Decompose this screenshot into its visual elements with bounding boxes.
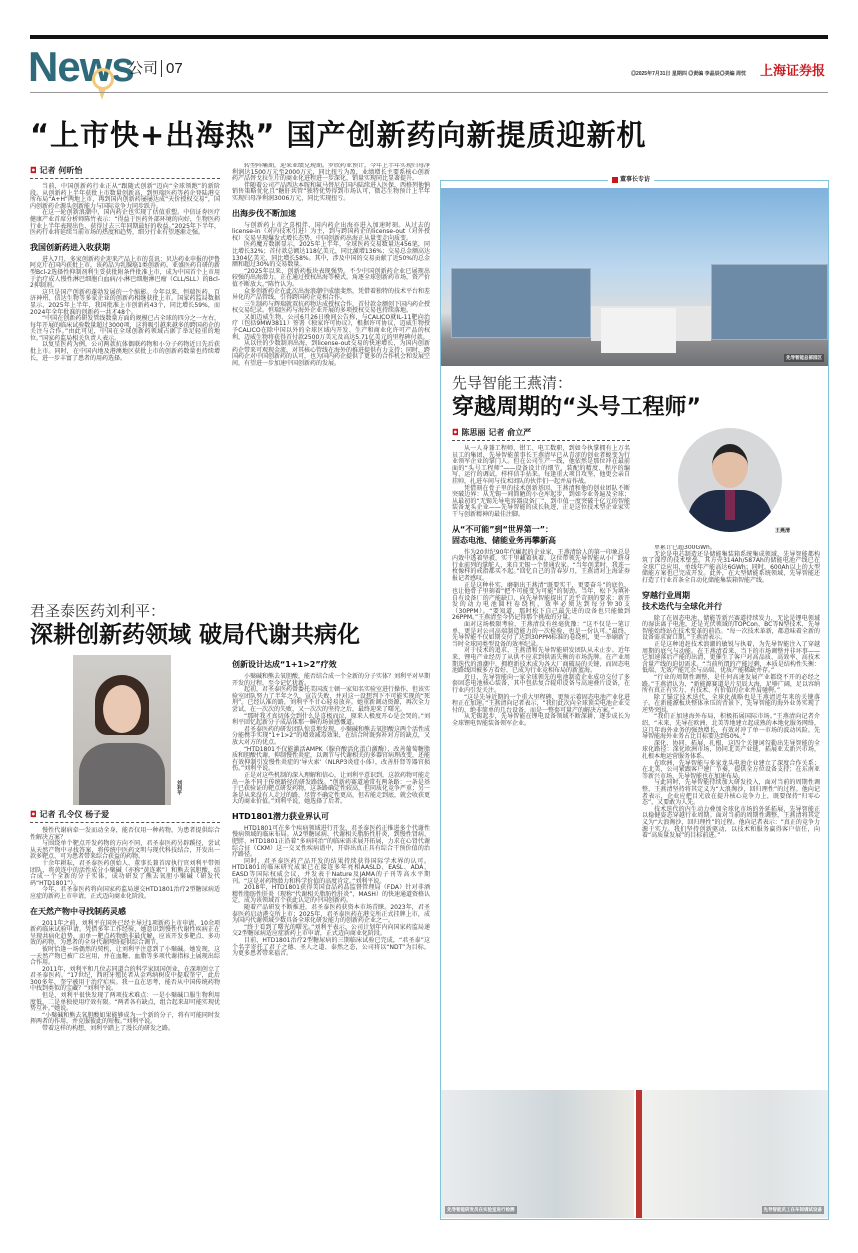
byline [30, 810, 220, 823]
jst-article-col1 [30, 810, 220, 1218]
paragraph: 进入7月，多家创新药企迎来产品上市的喜讯：贝达药业申报的伊鲁阿克片在国内获批上市，该药品为乳腺癌1类创新药。亚盛医药自研的新型Bcl-2选择性抑制剂利生妥获批附条件批准上市，成为中国首个上市用于治疗成人慢性淋巴细胞白血病/小淋巴细胞淋巴瘤（CLL/SLL）的Bcl-2抑制剂。 [30, 255, 220, 290]
lead-article-col1 [30, 166, 220, 593]
photo-caption: 刘利平 [176, 780, 182, 795]
paragraph: 转型阵痛期，迎来业绩兑现期。罗欣药业预计，今年上半年实现归母净利润达1500万元至2000万元，同比扭亏为盈，业绩增长主要系核心创新药产品替戈拉生片的商业化进程进一步深化，销量实现同比显著提升。 [232, 163, 430, 183]
ceo-article-col1 [452, 428, 630, 1090]
paragraph: 从无锡起步，先导智能在锂电设备领域不断深耕，逐步成长为全球锂电智能装备领军企业。 [452, 713, 630, 727]
paragraph: 作为20世纪90年代崛起的企业家，王燕清给人的第一印象总是内敛中透着坚毅，实干里藏着执着。这位带领先导智能从小厂跻身行业前列的掌舵人，来自无锡一个普通农家。“当年创業时，我连一枚像样的戒指都买不起。”回忆自己的青春岁月，王燕清对上海证券报记者感叹。 [452, 548, 630, 582]
paragraph: 以复星医药为例，公司两款抗体偶联药物和小分子药物近日先后获批上市。同时，在中国内地及港澳地区获批上市的创新药数量也持续增长，进一步丰富了患者的用药选择。 [30, 341, 220, 362]
speech-bubble-tail-icon [98, 88, 106, 100]
tie-shape [725, 490, 735, 520]
paragraph: 三生制药与辉瑞就双抗药物达成授权合作，首付款金额创下国内药企授权交易纪录。恒瑞医药与海外企业开展的多项授权交易也持续落地。 [232, 300, 430, 315]
section-heading: 从“不可能”到“世界第一”： 固态电池、储能业务再攀新高 [452, 524, 556, 545]
tag-square-icon [612, 177, 618, 183]
masthead: 上海证券报 [760, 64, 826, 79]
jst-article-col2 [232, 654, 430, 1218]
paragraph: “2025年以来，创新药板块表现强势。不少中国创新药企业已展现出较强的出海潜力，正在通过授权出海等模式，角逐全球创新药市场，资产价值不断放大。”陈竹认为。 [232, 267, 430, 288]
byline [30, 166, 220, 179]
paragraph: 2018年，HTD1801获得美国食品药品监督管理局（FDA）针对非酒精性脂肪性肝炎（现称“代谢相关脂肪性肝炎”，MASH）的快速通道资格认定，成为该领域首个获此认定的中国创新药。 [232, 884, 430, 905]
section-label [128, 60, 183, 78]
section-heading: 出海步伐不断加速 [232, 208, 296, 218]
paragraph: 除了在固态电池、储能等新兴赛道持续发力，无论是锂电领域的湿法离子电池，还是光伏领域的TOPCon、BC等N型技术，先导智能始终站在技术变革的前沿。“每一次技术革新，都意味着全新的设备需求窗口期。”王燕清表示。 [642, 614, 820, 642]
paragraph: 2011年之前，刘利平在国外已经主导过1项新药上市申请、10余项新药临床试验申请。凭借多年工作经验，她意识到慢性代谢性疾病正在呈现共病化趋势，而单一靶点药物绝非最优解，应该开发多靶点、多功效的药物，为患者的全身代谢网络提供综合调节。 [30, 919, 220, 947]
paragraph: 正是这种朴实，磨砺出王燕清“既要实干，更要奋斗”的底色，也让他骨子里刻着“把不可能变为可能”的韧劲。当年，松下为填补自有设备厂的产能缺口，向先导智能提出了近乎苛刻的要求：新开发的动力电池圆柱卷绕机，效率必须达到每分钟30支（30PPM）。“要知道，那时松下自己最先进的设备也只能做到26PPM。”王燕清至今仍记得那个挑战的分量。 [452, 581, 630, 622]
lead-article-col2 [232, 163, 430, 593]
news-logo: News [28, 43, 134, 90]
speech-bubble-icon [92, 68, 114, 90]
byline-text: 记者 孔令仪 杨子爱 [39, 810, 110, 819]
paragraph: 正是这种追赶技术浪潮的敏锐与执着，为先导智能注入了穿越周期的底气与动能。在王燕清看来，当下的市场调整并非坏事——它加速落后产能的出清，更催生了客户对高品质、高效率、高技术含量产线的迫切需求。“当前所谓的产能过剩，本质是结构性失衡：低端、无效产能冗余与高端、优质产能稀缺并存。” [642, 640, 820, 675]
photo-caption: 先导智能员工在车间调试设备 [763, 1208, 822, 1213]
paragraph: 小檗碱和熊去氧胆酸，能否结合成一个全新的分子实体？刘利平对早期开发的过程，至今记忆犹新。 [232, 673, 430, 687]
paragraph: 与围绕单个靶点开发药物的方向不同，君圣泰医药另辟蹊径，尝试从天然产物中寻找答案，将传统中医药文明与现代科技结合，开发出一款多靶点、可为患者带来综合获益的药物。 [30, 840, 220, 861]
article-title: 穿越周期的“头号工程师” [452, 395, 701, 420]
paragraph: “那时我才真切体会到什么是喜极而泣，原来人极度开心是会哭的。”刘利平回忆起新分子成晶体那一瞬的场景感慨道。 [232, 712, 430, 727]
campus-photo [441, 188, 828, 366]
building-right [711, 264, 828, 340]
article-subtitle: 先导智能王燕清： [452, 374, 573, 392]
paragraph: 十余年耕耘，君圣泰医药创始人、董事长兼首席执行官刘利平带领团队，将黄连中的活性成分小檗碱（亦称“黄连素”）和熊去氧胆酸，结合成一个全新的分子实体，成功研发了熊去氧胆小檗碱（研发代码“HTD1801”）。 [30, 859, 220, 887]
paragraph: 面对这场极限考验，王燕清没有丝毫犹豫：“这不仅是一笔订单，更是对公司高端制造能力的一次检验，也是一份认可。”最终，先导智能不仅如期交付了达到30PPM标准的卷绕机，更一举刷新了当时全球同类型设备的效率纪录。 [452, 621, 630, 648]
paragraph: “我们正加速海外布局，积极拓展国际市场。”王燕清向记者介绍，“未来，先导在欧洲、北美等地建立起成熟的本地化服务网络，这几年海外业务的强劲增长，有效对冲了单一市场的波动风险。先导智能海外业务占比目标要达到50%。” [642, 713, 820, 741]
paragraph: 与创新药上市之喜相伴，国内药企出海亦进入加速时刻。从过去的license-in（对内技术引进）为主，到与跨国药企的license-out（对外授权）交易呈现爆发式增长态势，中国创新药出海正从量变走向质变。 [232, 221, 430, 242]
section-name: 公司 [128, 60, 159, 77]
paragraph: 技术迭代的内生动力叠加全球化市场的外延拓展，先导智能正以稳健姿态穿越行业周期。面对当前的周期性调整，王燕清将其定义为“大浪淘沙，回归理性”的过程。他向记者表示：“真正的竞争力源于实力。我们坚持创新驱动，以技术和服务赢得客户信任，向着“高质量发展”的目标前进。” [642, 805, 820, 840]
top-rule [30, 35, 828, 39]
column-tag [608, 174, 654, 183]
paragraph: 凭借刻在骨子里的技术创新基因，王燕清和他的创业团队不断突破边界：从无锡一间简陋的小仓库起步，到如今业务遍及全球；从最初的“无锡先导电容器设备厂”，到市值一度突破千亿元的智能装备龙头企业——先导智能的成长轨迹，正是这位技术型企业家实干与创新精神的最佳注脚。 [452, 484, 630, 518]
paragraph: 带着这样的构想，刘利平踏上了漫长的研发之路。 [42, 1025, 175, 1033]
paragraph: 当前，中国创新药行业正从“跟随式创新”迈向“全球领跑”的新阶段。从创新药上半年获批上市数量创新高，到恒瑞医药等药企登陆港交所布局“A+H”两地上市，再到国内创新药屡屡达成“天价授权交易”，国内创新药企源头创新能力与国际竞争力同步跃升。 [30, 183, 220, 210]
paragraph: “HTD1801不仅能激活AMPK（腺苷酸活化蛋白激酶），改善葡萄糖脂质和胆酸代谢，抑制慢性炎症，以调节与代谢相关的多器官病理改变，还能有效抑制引发慢性炎症的‘导火索’（NLRP3炎症小体），改善肝肾等器官损伤。”刘利平说。 [232, 745, 430, 773]
section-heading: 创新设计达成“1+1>2”疗效 [232, 660, 337, 669]
paragraph: 同时，君圣泰医药产品开发的结果持续获得国际学术界的认可。HTD1801的临床研究成果已在接连多年亮相AASLD、EASL、ADA、EASD等国际权威会议，并发表于Nature及JAMA的子刊等高水平期刊。“这是对药物潜力和科学价值的高度肯定。”刘利平说。 [232, 857, 430, 885]
paragraph: 这只是国产创新药蓬勃发展的一个缩影。今年以来，恒瑞医药、百济神州、信达生物等多家企业的创新药相继获批上市。国家药监局数据显示，2025年上半年，我国批准上市创新药43个，同比增长59%，而2024年全年批准的创新药一共才48个。 [30, 288, 220, 316]
paragraph: HTD1801可在多个疾病领域进行开发，君圣泰医药正推进多个代谢性慢病领域的临床布局。从2型糖尿病、代谢相关脂肪性肝炎，到慢性肾病、肥胖，HTD1801正沿着“多病同治”的临床需求展开拓展，力求在心肾代谢综合征（CKM）这一交叉性疾病谱中，开辟出真正具有综合干预价值的治疗路径。 [232, 824, 430, 859]
paragraph: 单累计已超300GWh。 [654, 545, 716, 551]
byline-text: 陈思丽 记者 俞立严 [461, 428, 532, 437]
paragraph: 君圣泰医药的研发团队惊喜地发现，小檗碱和熊去氧胆酸这两个活性成分能携手实现“1+1>2”的增效减毒效果，在结合时既弥补对方的缺点，又放大对方的优点。 [232, 725, 430, 746]
paragraph: 随着产品研发不断推进，君圣泰医药获资本市场青睐。2023年，君圣泰医药启动港交所上市；2025年，君圣泰医药在港交所正式挂牌上市，成为国内代谢领域少数具备全球化研发能力的创新药企业之一。 [232, 904, 430, 925]
paragraph: 在这一轮创新浪潮中，国内药企也实现了估值重塑。中信证券医疗健康产业首席分析师陈竹表示：“得益于医药外部环境的向好，生物医药行业上半年表现出色，获得过去三年同期最好的收益。”2025年下半年，医药行业将延续当前市场的热度和趋势，细分行业有望逐渐走强。 [30, 209, 220, 237]
portrait-photo [73, 655, 171, 805]
paragraph: 彼时恰逢一场偶然的契机，让刘利平注意到了小檗碱。她发现，这一天然产物已被广泛应用，并在血糖、血脂等多项代谢指标上展现出综合作用。 [30, 945, 220, 967]
paragraph: 目前，HTD1801治疗2型糖尿病的三期临床试验已完成，“君圣泰”这个名字寄托了君子之德、圣人之道、泰然之态，公司将以“NDT”为目标，为更多患者带来福音。 [232, 936, 430, 958]
suit-shape [79, 743, 165, 805]
building-left [451, 268, 591, 338]
tag-text: 董事长专访 [620, 176, 651, 183]
byline [452, 428, 630, 441]
paragraph: 今年，君圣泰医药将向国家药监局递交HTD1801治疗2型糖尿病适应症的新药上市申请，正式迈向商业化阶段。 [30, 886, 220, 900]
paragraph: 起初，君圣泰医药曾委托美国波士顿一家知名实验室进行操作，但该实验室团队努力了半年之久，宣告失败，并对这一设想判下不可能实现的“死刑”。已经认准的路，刘利平不甘心轻易放弃。她重新调动资源，再次全力尝试，在一次次的失败、又一次次的坚持之后，最终迎来了曙光。 [232, 686, 430, 713]
hero-caption: 先导智能总部园区 [786, 356, 822, 361]
bullet-icon: ◘ [30, 166, 37, 175]
lab-photo [441, 1090, 634, 1218]
paragraph: 除了锚定技术迭代，全球化战略也是王燕清近年来的关键落子。在新能源板块整体承压的背景下，先导智能的海外业务实现了逆势突围。 [642, 693, 820, 714]
paragraph: 深化、协同、拓展、扎根，这四个关键词勾勒出先导智能的全球化路径：深化欧洲市场，协同北美产业链，拓展亚太新兴市场，扎根本地运营服务体系。 [642, 739, 820, 761]
paragraph: 医药魔方数据显示，2025年上半年，全球医药交易数量达456笔，同比增长32%；首付款总额达118亿美元，同比激增136%；交易总金额高达1304亿美元，同比增长58%。其中，涉及中国的交易贡献了近50%的总金额和超过30%的交易数量。 [232, 241, 430, 269]
article-title: 深耕创新药领域 破局代谢共病化 [30, 622, 361, 648]
paragraph: 在欧洲，先导智能与多家龙头电池企业建立了深度合作关系；在北美，公司紧跟客户建厂节奏，提供全方位设备支持；在东南亚等新兴市场，先导智能也在加速布局。 [642, 759, 820, 780]
ceo-article-col2 [642, 545, 820, 1090]
paragraph: 伴随着公司产品西达本胺和氟马替尼在国内陆续进入医保，西格列他钠销售策略优化且“糖肝共管”独特优势得到市场认可，微芯生物预计上半年实现归母净利润3006万元，同比实现扭亏。 [232, 181, 430, 202]
paragraph: “这是先导近期的一个重大里程碑，更预示着固态电池产业化进程正在加速。”王燕清向记者表示，“我们此次向全球顶尖电池企业交付的，绝非简单的几台设备，而是一整套可量产的解决方案。” [452, 693, 630, 714]
paragraph: “行业的周期性调整，是任何高速发展产业都绕不开的必经之路。”王燕清认为，“新能源赛道是片星辰大海，足够广阔，足以容纳所有真正有实力、有技术、有价值的企业并肩驰骋。” [642, 673, 820, 695]
paragraph: “中国在创新药研发管线数量方面的规模已占全球的四分之一左右，每年开展的临床试验数量超过3000项，这将吸引越来越多的跨国药企的关注与合作。”由此可见，中国在全球创新药领域占据了举足轻重的地位。”国家药监局相关负责人表示。 [30, 315, 220, 342]
header-rule [30, 92, 828, 93]
section-heading: 在天然产物中寻找制药灵感 [30, 906, 126, 916]
section-heading: 穿越行业周期 技术迭代与全球化并行 [642, 590, 722, 611]
issue-meta: ◎2025年7月31日 星期四 ◎责编 李晶辰◎美编 周忱 [630, 71, 746, 77]
building-center [601, 308, 676, 353]
paragraph: 众多创新药企在此次出海浪潮中成绩斐然，凭借着独特的技术平台和差异化的产品管线，引得跨国药企竞相合作。 [232, 287, 430, 302]
section-heading: HTD1801潜力获业界认可 [232, 811, 330, 821]
paragraph: “小檗碱和熊去氧胆酸如果能够成为一个新的分子，将有可能同时发挥两者的作用，并克服彼此的短板。”刘利平说。 [30, 1011, 220, 1026]
byline-text: 记者 何昕怡 [39, 166, 83, 175]
page-headline: “上市快+出海热” 国产创新药向新提质迎新机 [30, 118, 647, 152]
bullet-icon: ◘ [30, 810, 37, 819]
photo-caption: 先导智能研发员在实验室进行检测 [447, 1208, 515, 1213]
paragraph: 又如迈威生物，公司6月26日晚间公告称，与CALICO就IL-11靶向治疗（包括9MW3811）签署《独家许可协议》，根据许可协议，迈威生物授予CALICO在除中国以外的全球区域内开发、生产和商业化许可产品的权利，迈威生物将获得首付款2500万美元及高达5.71亿美元的里程碑付款。 [232, 313, 430, 341]
portrait-caption: 王燕清 [775, 528, 791, 534]
paragraph: 正是对这些机制的深入理解和信心，让刘利平意识到，这款药物可能走出一条不同于传统路径的研发路线。“创新药赛道通常有两条路：一条是基于已获验证的靶点研发药物，这条路确定性较高，但同质化竞争严重；另一条是从来没有人走过的路，尽管不确定性更高，但若能走到底，就会收获更大的商业价值。”刘利平说，她选择了后者。 [232, 771, 430, 806]
paragraph: 但是，刘利平很快发现了两项技术难点：一是小檗碱口服生物利用度低，二是单独使用疗效有限。“两者各有缺点，组合起来却可能实现优势互补。”她说。 [30, 992, 220, 1013]
page-number: 07 [161, 60, 183, 77]
article-subtitle: 君圣泰医药刘利平： [30, 602, 166, 620]
workshop-photo [636, 1090, 828, 1218]
bullet-icon: ◘ [452, 428, 459, 437]
ceo-portrait [678, 428, 782, 532]
paragraph: 慢性代谢病牵一发而动全身，能否仅用一种药物，为患者提供综合性解决方案？ [30, 827, 220, 841]
face-shape [103, 685, 141, 733]
paragraph: 近日，先导智能向一家全球领先的电池制造企业成功交付了多套固态电池核心装备，其中包括复合辊印设备与高速叠片设备，在行业内引发关注。 [452, 673, 630, 694]
section-heading: 我国创新药进入收获期 [30, 242, 110, 252]
face-shape [712, 444, 748, 488]
paragraph: 从以往的少数制剂出海，到license-out交易的快速增长，为国内创新药企带来可观现金流，对其核心管线在海外的推进提供有力支持；同时，跨国药企对中国创新药的认可，也为国内药企提供了更多的合作机会和发展空间，有望进一步加速中国创新药的发展。 [232, 340, 430, 368]
paragraph: 与此同时，先导智能持续加大研发投入，面对当前的周期性调整，王燕清坚持将其定义为“大浪淘沙，回归理性”的过程。他向记者表示，企业应把目光放在提升核心竞争力上，既要保持“归零心态”，又要敢为人先。 [642, 779, 820, 807]
paragraph: 无论是电芯制造还是储能集装箱系统集成领域，先导智能都构筑了深厚的技术壁垒。其方壳314Ah/587Ah的储能电池产线已在全球广泛应用，单线年产能高达6GWh；同时，600Ah以上的大型储能方案也已完成开发。此外，在大型储能系统领域，先导智能还打造了行业首条全自动化储能集装箱智能产线。 [642, 550, 820, 584]
paragraph: “终于看到了曙光的曙光。”刘利平表示，公司计划年内向国家药监局递交2型糖尿病适应症新药上市申请，正式迈向商业化阶段。 [232, 923, 430, 938]
paragraph: 从一人身兼工程师、钳工、电工数职，到如今执掌拥有上万名员工的集团，先导智能董事长王燕清早已从青涩的创业者蜕变为行业领军企业的掌门人。但在公司生产一线，他依然是那位冲在最前面的“头号工程师”——设备设计的细节、装配的精度、程序的编写、运行的调试，样样信手拈来。每逢重大项目攻坚，他更会亲自挂帅，扎进车间与技术团队的伙伴们一起并肩作战。 [452, 445, 630, 485]
paragraph: 2011年，刘利平和几位志同道合的科学家回国创业，在深圳创立了君圣泰医药。“17世纪，西班牙殖民者从金鸡纳树皮中提取奎宁，此后300多年，奎宁被用于治疗疟疾。我一直在思考，能否从中国传统药物中找到类似的宝藏？”刘利平说。 [30, 965, 220, 993]
paragraph: 对于技术的追求，王燕清和先导智能研发团队从未止步。近年来，锂电产业经历了从供不应求到供需失衡的市场洗牌。在产业周期迭代的浪潮中，拥抱新技术成为各大厂商破局的关键，而固态电池路线因被多方看好，已成为行业竞相布局的新蓝海。 [452, 647, 630, 675]
